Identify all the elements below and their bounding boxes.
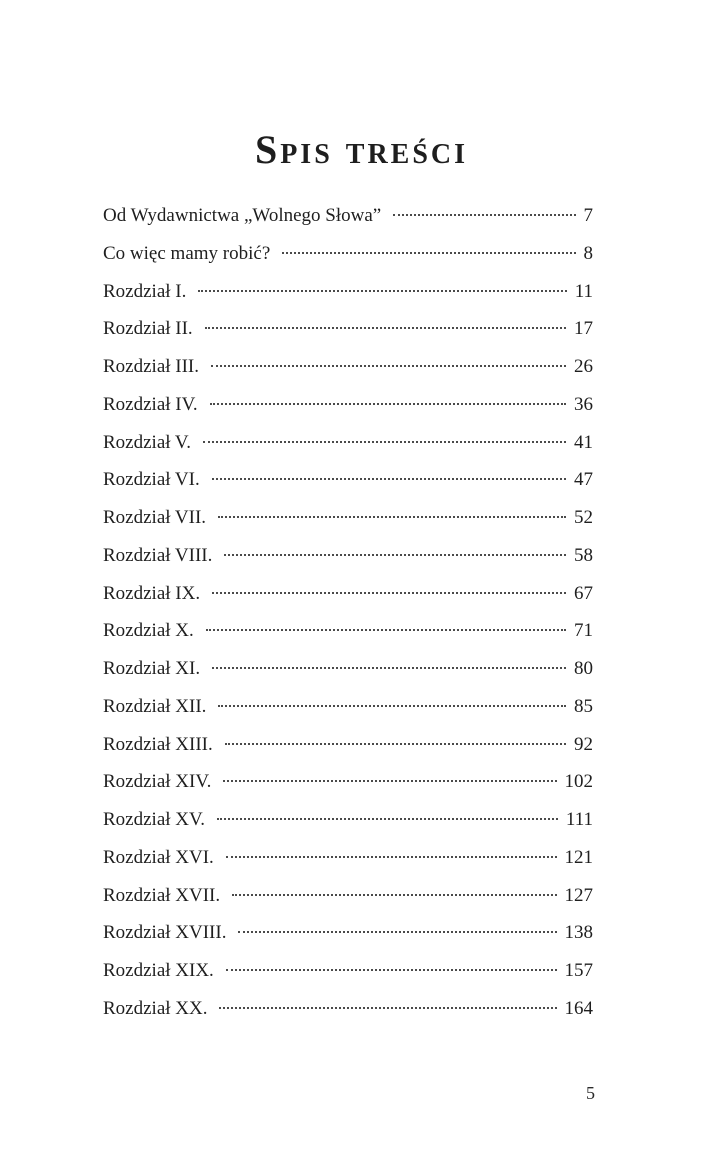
dot-leader <box>226 856 557 858</box>
dot-leader <box>212 592 566 594</box>
toc-entry <box>103 461 593 499</box>
toc-entry-page-number: 92 <box>574 733 593 755</box>
page-title: Spis treści <box>254 126 469 172</box>
dot-leader <box>393 214 575 216</box>
toc-entry <box>103 575 593 613</box>
dot-leader <box>224 554 566 556</box>
toc-entry-label: Rozdział X. <box>103 620 194 642</box>
toc-entry <box>103 612 593 650</box>
toc-entry-label: Rozdział V. <box>103 431 191 453</box>
toc-entry <box>103 914 593 952</box>
toc-entry-label: Rozdział XV. <box>103 809 206 830</box>
dot-leader <box>218 516 566 518</box>
table-of-contents <box>103 197 593 1028</box>
toc-entry-page-number: 127 <box>564 884 593 906</box>
toc-entry-label: Rozdział XVIII. <box>103 922 227 944</box>
dot-leader <box>225 743 566 745</box>
toc-entry-page-number: 80 <box>574 658 593 679</box>
toc-entry <box>103 499 593 537</box>
page-number: 5 <box>586 1083 595 1103</box>
toc-entry <box>103 310 593 348</box>
toc-entry-label: Rozdział XI. <box>103 658 201 679</box>
toc-entry-label: Rozdział XVI. <box>103 846 214 868</box>
toc-entry <box>103 688 593 726</box>
toc-entry-page-number: 41 <box>574 431 593 453</box>
toc-entry-label: Rozdział IX. <box>103 582 201 604</box>
toc-entry-label: Rozdział XIV. <box>103 771 212 793</box>
toc-entry-page-number: 138 <box>564 922 593 944</box>
toc-entry-label: Rozdział XX. <box>103 997 208 1019</box>
toc-entry-label: Rozdział IV. <box>103 393 198 415</box>
toc-entry-label: Rozdział XVII. <box>103 884 221 906</box>
toc-entry <box>103 537 593 575</box>
toc-entry-label: Rozdział VIII. <box>103 544 213 566</box>
dot-leader <box>198 290 566 292</box>
toc-entry-label: Rozdział XIII. <box>103 733 213 755</box>
toc-entry-page-number: 85 <box>574 695 593 717</box>
toc-entry <box>103 386 593 424</box>
toc-entry-page-number: 71 <box>574 620 593 642</box>
dot-leader <box>226 969 557 971</box>
toc-entry <box>103 877 593 915</box>
dot-leader <box>205 327 566 329</box>
toc-entry <box>103 801 593 839</box>
toc-entry-label: Co więc mamy robić? <box>103 242 271 264</box>
toc-entry-page-number: 121 <box>564 846 593 868</box>
toc-entry <box>103 726 593 764</box>
toc-entry-page-number: 58 <box>574 544 593 566</box>
toc-entry-page-number: 52 <box>574 507 593 528</box>
toc-entry-label: Od Wydawnictwa „Wolnego Słowa” <box>103 205 382 226</box>
dot-leader <box>211 365 566 367</box>
toc-entry-label: Rozdział VI. <box>103 469 200 491</box>
dot-leader <box>223 780 556 782</box>
toc-entry-label: Rozdział II. <box>103 318 193 340</box>
toc-entry-page-number: 67 <box>574 582 593 604</box>
toc-entry-label: Rozdział I. <box>103 280 187 302</box>
dot-leader <box>238 931 556 933</box>
toc-entry <box>103 273 593 311</box>
toc-entry-page-number: 47 <box>574 469 593 491</box>
toc-entry <box>103 197 593 235</box>
toc-entry-page-number: 26 <box>574 356 593 377</box>
toc-entry <box>103 235 593 273</box>
dot-leader <box>282 252 575 254</box>
toc-entry-page-number: 164 <box>564 997 593 1019</box>
toc-entry-label: Rozdział III. <box>103 356 200 377</box>
dot-leader <box>206 629 566 631</box>
toc-entry-page-number: 157 <box>564 960 593 981</box>
toc-entry-page-number: 102 <box>564 771 593 793</box>
dot-leader <box>212 667 566 669</box>
toc-entry-label: Rozdział XIX. <box>103 960 214 981</box>
toc-entry <box>103 952 593 990</box>
dot-leader <box>219 1007 556 1009</box>
toc-entry <box>103 839 593 877</box>
toc-entry <box>103 650 593 688</box>
toc-entry-page-number: 17 <box>574 318 593 340</box>
toc-entry-page-number: 111 <box>565 809 593 830</box>
toc-entry <box>103 990 593 1028</box>
toc-entry <box>103 348 593 386</box>
toc-entry-page-number: 7 <box>583 205 593 226</box>
dot-leader <box>217 818 558 820</box>
toc-entry <box>103 424 593 462</box>
dot-leader <box>232 894 556 896</box>
toc-entry-label: Rozdział VII. <box>103 507 207 528</box>
toc-entry-page-number: 36 <box>574 393 593 415</box>
dot-leader <box>218 705 566 707</box>
dot-leader <box>203 441 566 443</box>
toc-entry-page-number: 11 <box>574 280 593 302</box>
toc-entry <box>103 763 593 801</box>
toc-entry-label: Rozdział XII. <box>103 695 207 717</box>
dot-leader <box>210 403 566 405</box>
toc-entry-page-number: 8 <box>583 242 593 264</box>
dot-leader <box>212 478 566 480</box>
